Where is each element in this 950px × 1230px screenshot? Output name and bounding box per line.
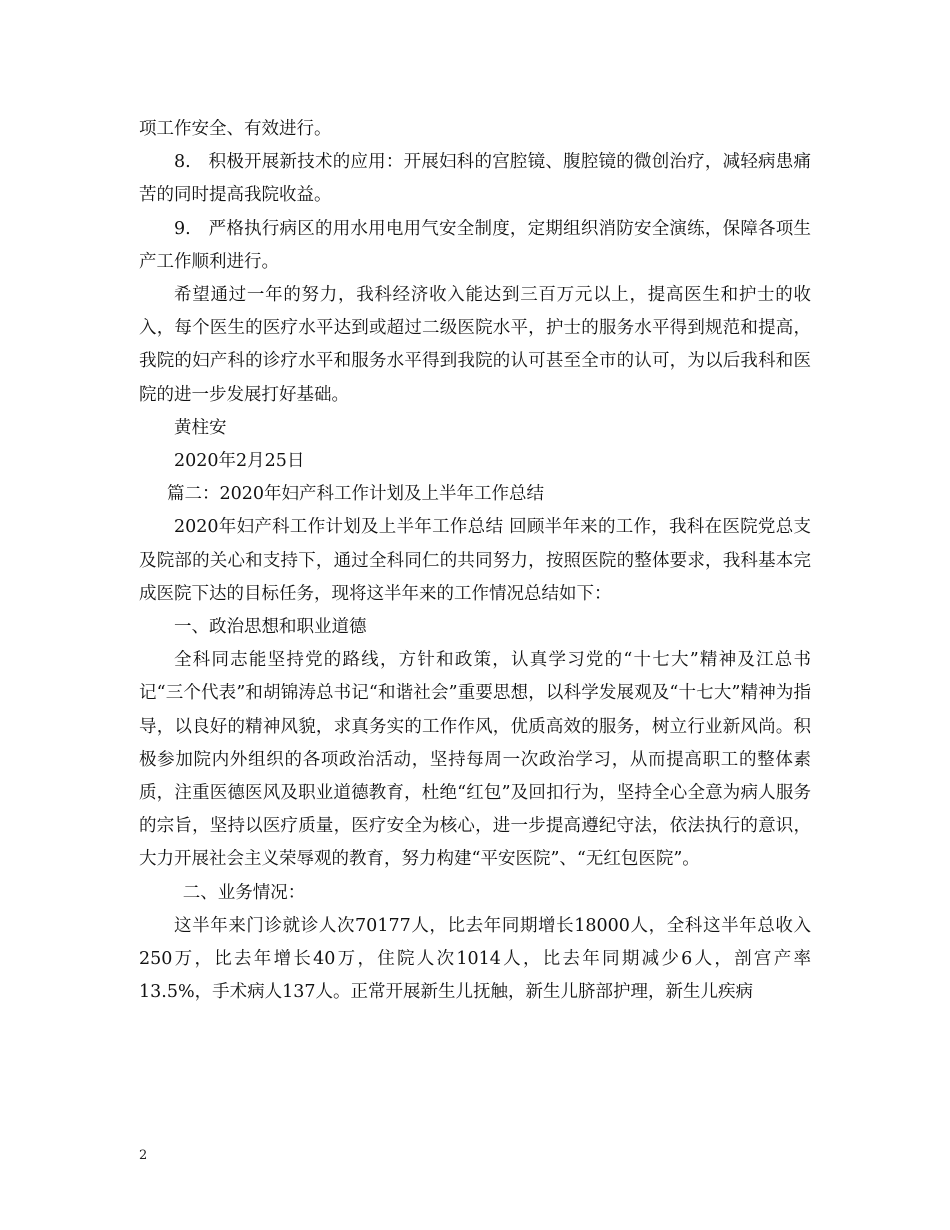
signature-date: 2020年2月25日	[174, 451, 305, 472]
paragraph-politics: 全科同志能坚持党的路线，方针和政策，认真学习党的“十七大”精神及江总书记“三个代表”和胡锦涛总书记“和谐社会”重要思想，以科学发展观及“十七大”精神为指导，以良好的精神风貌，求真务实的工作作风，优质高效的服务，树立行业新风尚。积极参加院内外组织的各项政治活动，坚持每周一次政治学习，从而提高职工的整体素质，注重医德医风及职业道德教育，杜绝“红包”及回扣行为，坚持全心全意为病人服务的宗旨，坚持以医疗质量，医疗安全为核心，进一步提高遵纪守法，依法执行的意识，大力开展社会主义荣辱观的教育，努力构建“平安医院”、“无红包医院”。	[139, 650, 811, 870]
heading-politics: 一、政治思想和职业道德	[174, 617, 367, 638]
heading-business: 二、业务情况：	[182, 882, 306, 903]
paragraph-item-8: 8. 积极开展新技术的应用：开展妇科的宫腔镜、腹腔镜的微创治疗，减轻病患痛苦的同时提高我院收益。	[139, 152, 811, 206]
paragraph-item-9: 9. 严格执行病区的用水用电用气安全制度，定期组织消防安全演练，保障各项生产工作顺利进行。	[139, 218, 811, 272]
page-number: 2	[139, 1148, 148, 1163]
paragraph-hope: 希望通过一年的努力，我科经济收入能达到三百万元以上，提高医生和护士的收入，每个医生的医疗水平达到或超过二级医院水平，护士的服务水平得到规范和提高，我院的妇产科的诊疗水平和服务水平得到我院的认可甚至全市的认可，为以后我科和医院的进一步发展打好基础。	[139, 285, 811, 405]
paragraph-business: 这半年来门诊就诊人次70177人，比去年同期增长18000人，全科这半年总收入250万，比去年增长40万，住院人次1014人，比去年同期减少6人，剖宫产率13.5%，手术病人137人。正常开展新生儿抚触，新生儿脐部护理，新生儿疾病	[139, 915, 811, 1003]
paragraph-intro: 2020年妇产科工作计划及上半年工作总结 回顾半年来的工作，我科在医院党总支及院部的关心和支持下，通过全科同仁的共同努力，按照医院的整体要求，我科基本完成医院下达的目标任务，现将这半年来的工作情况总结如下：	[139, 517, 811, 604]
paragraph-continuation: 项工作安全、有效进行。	[139, 119, 332, 139]
document-body	[139, 113, 811, 1009]
section-title: 篇二：2020年妇产科工作计划及上半年工作总结	[167, 484, 545, 505]
signature-name: 黄柱安	[174, 417, 227, 438]
